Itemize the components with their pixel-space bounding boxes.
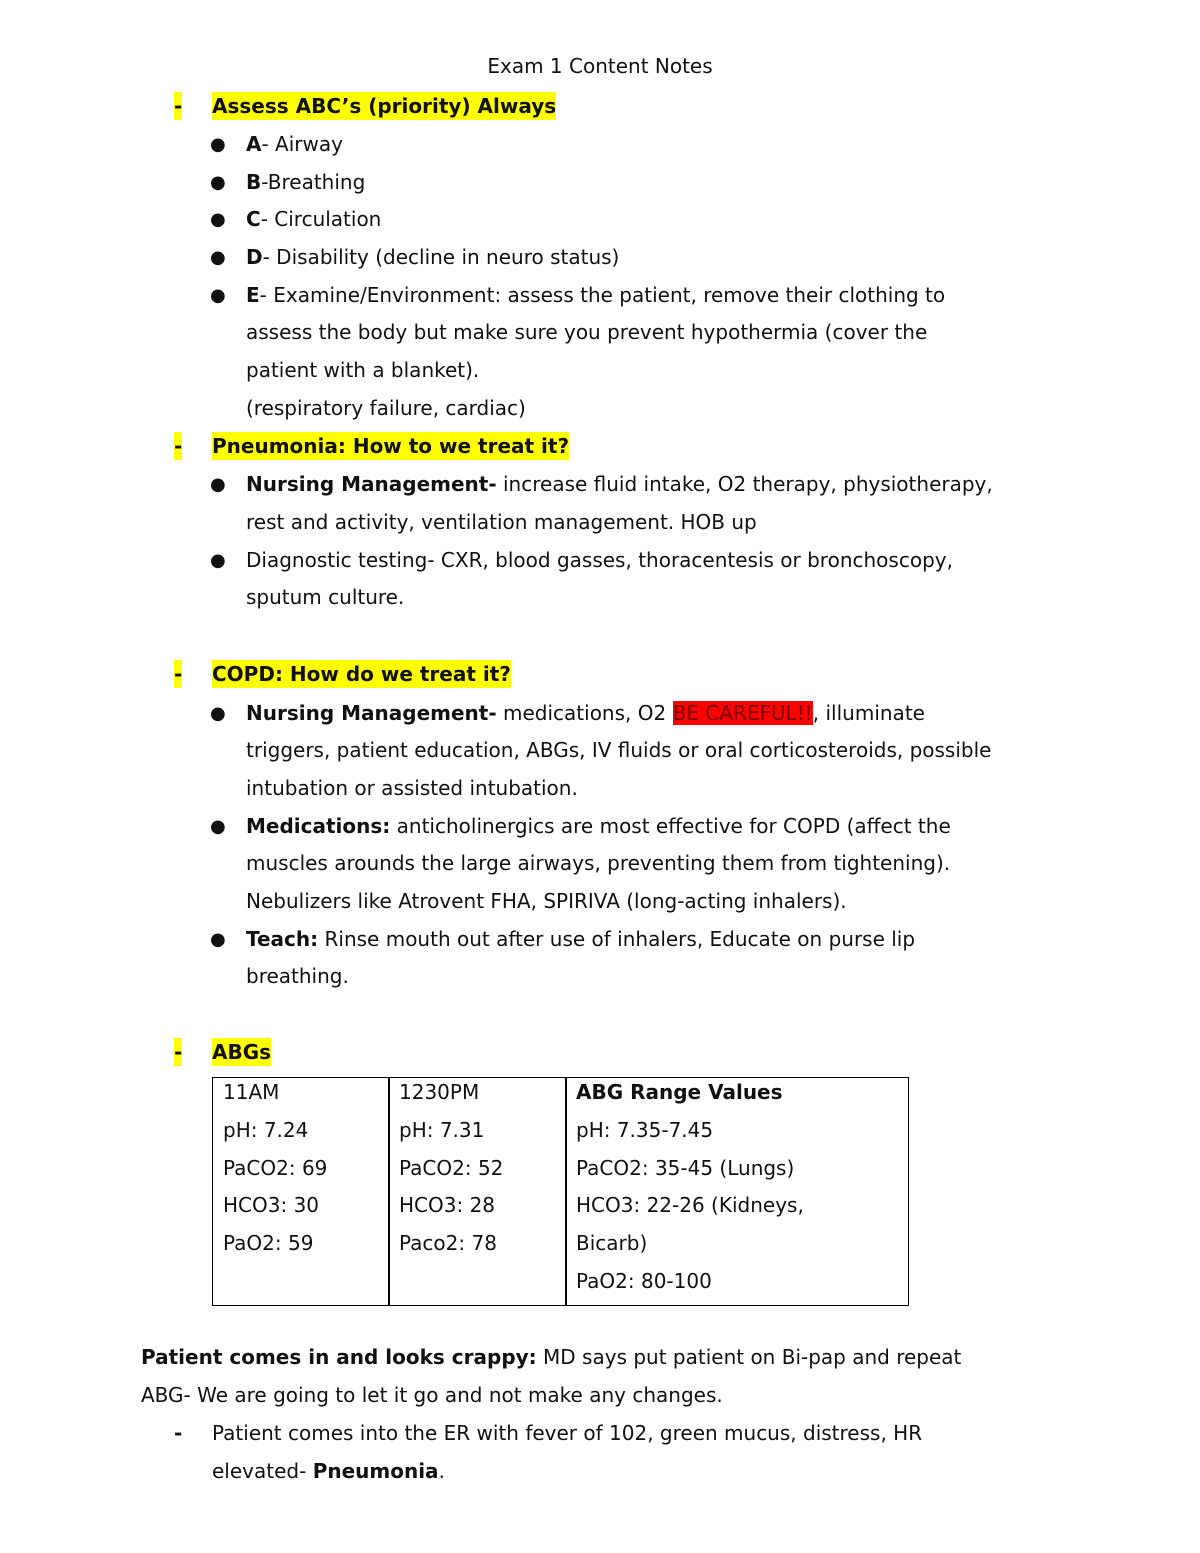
- copd-teach-continued: breathing.: [246, 964, 349, 988]
- bullet-icon: ●: [210, 703, 226, 724]
- table-cell: HCO3: 30: [223, 1193, 320, 1217]
- table-cell: PaCO2: 69: [223, 1156, 328, 1180]
- dash-marker: -: [174, 434, 183, 458]
- bullet-icon: ●: [210, 134, 226, 155]
- bullet-icon: ●: [210, 474, 226, 495]
- bullet-icon: ●: [210, 172, 226, 193]
- page-title: Exam 1 Content Notes: [487, 54, 713, 78]
- dash-marker: -: [174, 662, 183, 686]
- bullet-icon: ●: [210, 285, 226, 306]
- pneumonia-diagnostic-testing: Diagnostic testing- CXR, blood gasses, thoracentesis or bronchoscopy,: [246, 548, 953, 572]
- table-cell: PaCO2: 35-45 (Lungs): [576, 1156, 795, 1180]
- bullet-icon: ●: [210, 209, 226, 230]
- bullet-icon: ●: [210, 550, 226, 571]
- abc-item-a: A- Airway: [246, 132, 343, 156]
- pneumonia-nursing-management: Nursing Management- increase fluid intake, O2 therapy, physiotherapy,: [246, 472, 993, 496]
- pneumonia-heading: Pneumonia: How to we treat it?: [212, 434, 570, 458]
- patient-case-item-continued: elevated- Pneumonia.: [212, 1459, 445, 1483]
- patient-paragraph: Patient comes in and looks crappy: MD says put patient on Bi-pap and repeat: [141, 1345, 962, 1369]
- be-careful-highlight: BE CAREFUL!!: [672, 701, 813, 725]
- pneumonia-nursing-management-continued: rest and activity, ventilation management. HOB up: [246, 510, 757, 534]
- table-cell: HCO3: 22-26 (Kidneys,: [576, 1193, 804, 1217]
- table-cell: Bicarb): [576, 1231, 648, 1255]
- dash-marker: -: [174, 1421, 183, 1445]
- patient-paragraph-continued: ABG- We are going to let it go and not make any changes.: [141, 1383, 723, 1407]
- abc-item-b: B-Breathing: [246, 170, 366, 194]
- table-header: ABG Range Values: [576, 1080, 783, 1104]
- copd-nursing-management: Nursing Management- medications, O2 BE CAREFUL!!, illuminate: [246, 701, 925, 725]
- copd-medications-continued: Nebulizers like Atrovent FHA, SPIRIVA (long-acting inhalers).: [246, 889, 847, 913]
- table-cell: HCO3: 28: [399, 1193, 496, 1217]
- table-divider: [388, 1078, 390, 1305]
- abc-item-e: E- Examine/Environment: assess the patient, remove their clothing to: [246, 283, 946, 307]
- table-cell: pH: 7.35-7.45: [576, 1118, 714, 1142]
- table-cell: pH: 7.31: [399, 1118, 485, 1142]
- table-cell: PaO2: 80-100: [576, 1269, 712, 1293]
- bullet-icon: ●: [210, 929, 226, 950]
- copd-nursing-management-continued: intubation or assisted intubation.: [246, 776, 578, 800]
- table-cell: PaO2: 59: [223, 1231, 314, 1255]
- table-cell: pH: 7.24: [223, 1118, 309, 1142]
- abc-note: (respiratory failure, cardiac): [246, 396, 526, 420]
- copd-medications: Medications: anticholinergics are most effective for COPD (affect the: [246, 814, 951, 838]
- pneumonia-diagnostic-testing-continued: sputum culture.: [246, 585, 405, 609]
- table-cell: 11AM: [223, 1080, 280, 1104]
- copd-teach: Teach: Rinse mouth out after use of inhalers, Educate on purse lip: [246, 927, 916, 951]
- patient-case-item: Patient comes into the ER with fever of 102, green mucus, distress, HR: [212, 1421, 923, 1445]
- bullet-icon: ●: [210, 816, 226, 837]
- abc-item-c: C- Circulation: [246, 207, 382, 231]
- abc-heading: Assess ABC’s (priority) Always: [212, 94, 557, 118]
- abg-table: [212, 1077, 909, 1306]
- abgs-heading: ABGs: [212, 1040, 272, 1064]
- table-cell: 1230PM: [399, 1080, 480, 1104]
- dash-marker: -: [174, 94, 183, 118]
- table-cell: Paco2: 78: [399, 1231, 497, 1255]
- abc-item-e-continued: patient with a blanket).: [246, 358, 480, 382]
- table-divider: [565, 1078, 567, 1305]
- dash-marker: -: [174, 1040, 183, 1064]
- copd-heading: COPD: How do we treat it?: [212, 662, 511, 686]
- bullet-icon: ●: [210, 247, 226, 268]
- abc-item-e-continued: assess the body but make sure you prevent hypothermia (cover the: [246, 320, 928, 344]
- table-cell: PaCO2: 52: [399, 1156, 504, 1180]
- abc-item-d: D- Disability (decline in neuro status): [246, 245, 620, 269]
- copd-medications-continued: muscles arounds the large airways, preventing them from tightening).: [246, 851, 951, 875]
- copd-nursing-management-continued: triggers, patient education, ABGs, IV fluids or oral corticosteroids, possible: [246, 738, 992, 762]
